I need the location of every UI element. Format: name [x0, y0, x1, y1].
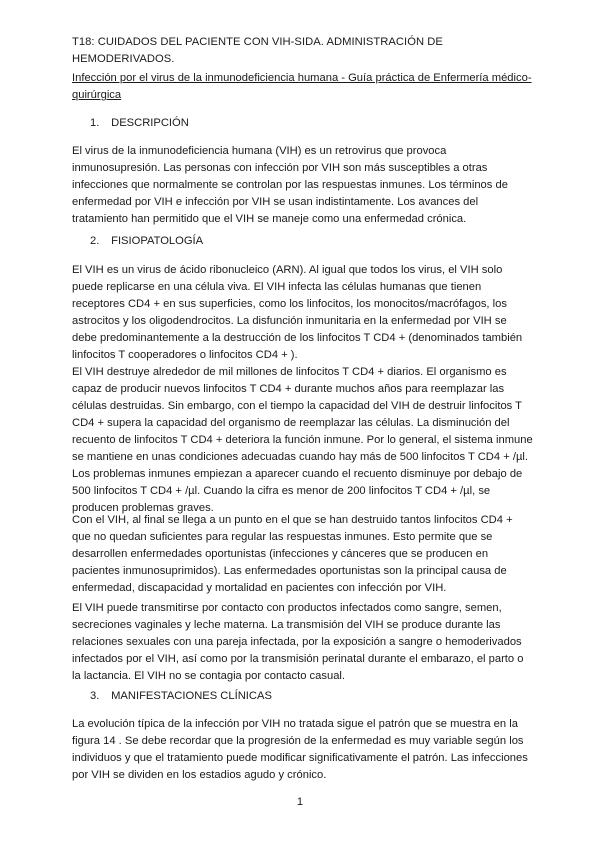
- paragraph: El virus de la inmunodeficiencia humana (VIH) es un retrovirus que provoca inmunosupresión. Las personas con infección por VIH son más susceptibles a otras infecciones que normalmente se controlan por las respuestas inmunes. Los términos de enfermedad por VIH e infección por VIH se usan indistintamente. Los avances del tratamiento han permitido que el VIH se maneje como una enfermedad crónica.: [72, 145, 508, 225]
- paragraph: La evolución típica de la infección por VIH no tratada sigue el patrón que se muestra en la figura 14 . Se debe recordar que la progresión de la enfermedad es muy variable según los individuos y que el tratamiento puede modificar significativamente el patrón. Las infecciones por VIH se dividen en los estadios agudo y crónico.: [72, 718, 528, 781]
- section-number: 3.: [90, 690, 100, 702]
- section-heading-descripcion: [90, 115, 189, 132]
- document-title: T18: CUIDADOS DEL PACIENTE CON VIH-SIDA. ADMINISTRACIÓN DE HEMODERIVADOS.: [72, 36, 443, 65]
- section-number: 1.: [90, 117, 100, 129]
- paragraph: El VIH destruye alrededor de mil millones de linfocitos T CD4 + diarios. El organismo es capaz de producir nuevos linfocitos T CD4 + durante muchos años para reemplazar las células destruidas. Sin embargo, con el tiempo la capacidad del VIH de destruir linfocitos T CD4 + supera la capacidad del organismo de reemplazar las células. La disminución del recuento de linfocitos T CD4 + deteriora la función inmune. Por lo general, el sistema inmune se mantiene en unas condiciones adecuadas cuando hay más de 500 linfocitos T CD4 + /µl. Los problemas inmunes empiezan a aparecer cuando el recuento disminuye por debajo de 500 linfocitos T CD4 + /µl. Cuando la cifra es menor de 200 linfocitos T CD4 + /µl, se producen problemas graves.: [72, 366, 533, 514]
- paragraph: El VIH puede transmitirse por contacto con productos infectados como sangre, semen, secreciones vaginales y leche materna. La transmisión del VIH se produce durante las relaciones sexuales con una pareja infectada, por la exposición a sangre o hemoderivados infectados por el VIH, así como por la transmisión perinatal durante el embarazo, el parto o la lactancia. El VIH no se contagia por contacto casual.: [72, 602, 524, 682]
- paragraph: Con el VIH, al final se llega a un punto en el que se han destruido tantos linfocitos CD4 + que no quedan suficientes para regular las respuestas inmunes. Esto permite que se desarrollen enfermedades oportunistas (infecciones y cánceres que se producen en pacientes inmunosuprimidos). Las enfermedades oportunistas son la principal causa de enfermedad, discapacidad y mortalidad en pacientes con infección por VIH.: [72, 514, 513, 594]
- section-heading-manifestaciones: [90, 688, 272, 705]
- page-number: 1: [296, 796, 304, 808]
- paragraph: El VIH es un virus de ácido ribonucleico (ARN). Al igual que todos los virus, el VIH solo puede replicarse en una célula viva. El VIH infecta las células humanas que tienen receptores CD4 + en sus superficies, como los linfocitos, los monocitos/macrófagos, los astrocitos y los oligodendrocitos. La disfunción inmunitaria en la enfermedad por VIH se debe predominantemente a la destrucción de los linfocitos T CD4 + (denominados también linfocitos T cooperadores o linfocitos CD4 + ).: [72, 264, 523, 361]
- document-subtitle: Infección por el virus de la inmunodeficiencia humana - Guía práctica de Enfermería médico-quirúrgica: [72, 72, 532, 101]
- section-title: MANIFESTACIONES CLÍNICAS: [111, 690, 272, 702]
- section-number: 2.: [90, 235, 100, 247]
- section-title: DESCRIPCIÓN: [111, 117, 189, 129]
- section-title: FISIOPATOLOGÍA: [111, 235, 204, 247]
- section-heading-fisiopatologia: [90, 233, 203, 250]
